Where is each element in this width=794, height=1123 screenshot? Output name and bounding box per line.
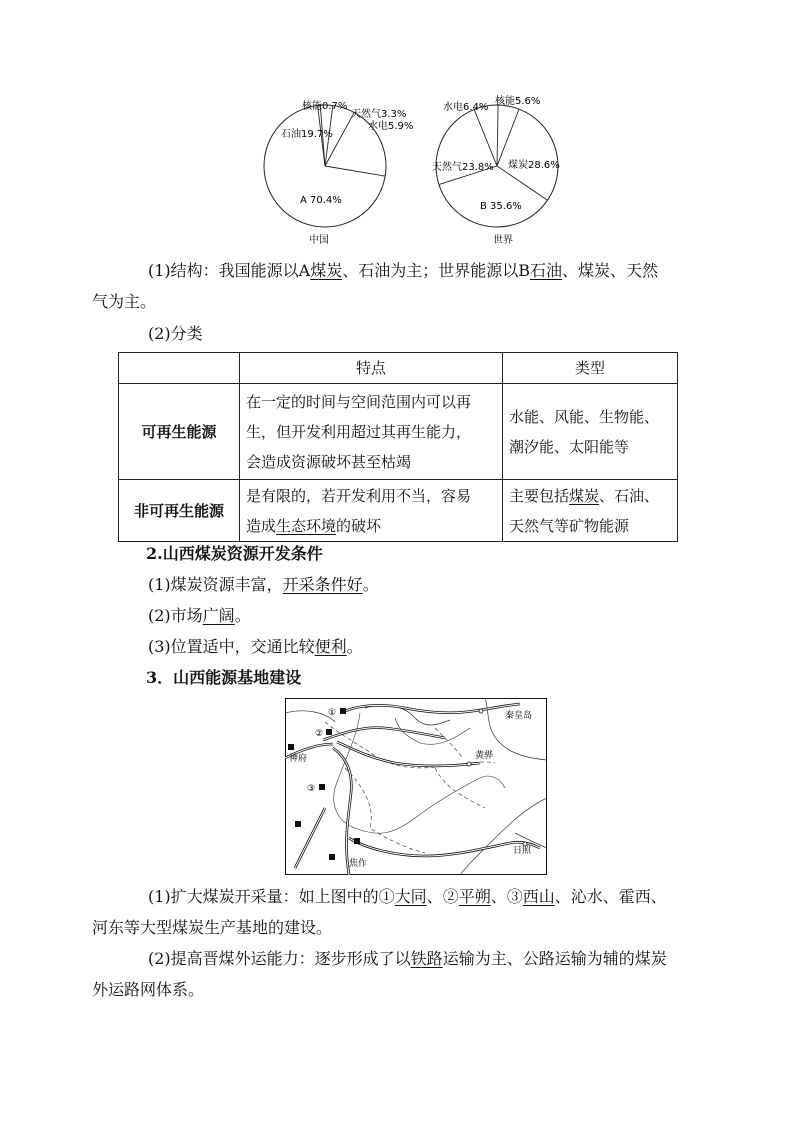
coal-base-marker [326, 729, 332, 735]
type-line: 天然气等矿物能源 [509, 516, 630, 535]
structure-underline-coal: 煤炭 [310, 261, 343, 280]
structure-underline-oil: 石油 [530, 261, 563, 280]
coal-base-marker [295, 821, 301, 827]
pie-china-label-oil: 石油19.7% [281, 129, 333, 140]
item-text: 运输为主、公路运输为辅的煤炭 [442, 949, 667, 968]
item-text: 、沁水、霍西、 [554, 887, 667, 906]
row-feature-renewable [240, 384, 503, 480]
section2-item2 [120, 600, 680, 631]
underline-railway: 铁路 [410, 949, 443, 968]
section2-item3 [120, 631, 680, 662]
coal-base-marker [319, 784, 325, 790]
map-label-base3: ③ [307, 784, 316, 794]
feature-underline-ecology: 生态环境 [276, 516, 337, 535]
feature-text: 的破坏 [336, 516, 382, 535]
classification-heading: (2)分类 [148, 324, 203, 343]
map-label-shenfu: 神府 [289, 754, 308, 764]
feature-line: 生，但开发利用超过其再生能力， [246, 422, 472, 441]
underline-datong: 大同 [394, 887, 427, 906]
pie-china-label-a: A 70.4% [300, 195, 342, 206]
type-underline-coal: 煤炭 [569, 486, 600, 505]
feature-line [246, 511, 496, 541]
structure-paragraph [92, 255, 680, 317]
item-underline: 开采条件好 [282, 575, 363, 594]
coal-base-marker [340, 708, 346, 714]
underline-xishan: 西山 [522, 887, 555, 906]
table-header-empty [119, 353, 240, 384]
row-type-nonrenewable [503, 480, 678, 542]
feature-line: 会造成资源破坏甚至枯竭 [246, 452, 412, 471]
underline-pingshuo: 平朔 [458, 887, 491, 906]
structure-text-1: (1)结构：我国能源以A [148, 261, 311, 280]
coal-base-marker [329, 854, 335, 860]
pie-world-label-nuclear: 核能5.6% [495, 96, 541, 107]
row-type-renewable [503, 384, 678, 480]
map-label-qinhuangdao: 秦皇岛 [505, 711, 533, 721]
pie-world-label-hydro: 水电6.4% [443, 102, 489, 113]
feature-line: 在一定的时间与空间范围内可以再 [246, 392, 472, 411]
table-header-row [119, 353, 678, 384]
map-label-rizhao: 日照 [513, 846, 532, 856]
table-row [119, 480, 678, 542]
item-text: 。 [346, 637, 363, 656]
map-label-base1: ① [328, 708, 337, 718]
table-row [119, 384, 678, 480]
type-text: 主要包括 [509, 486, 570, 505]
energy-pie-charts [250, 88, 570, 250]
item-text: 。 [362, 575, 379, 594]
section2-title: 2.山西煤炭资源开发条件 [146, 544, 323, 563]
energy-classification-table [118, 352, 678, 542]
pie-china-label-gas: 天然气3.3% [351, 109, 407, 120]
section3-title: 3．山西能源基地建设 [146, 668, 302, 687]
pie-world-label-gas: 天然气23.8% [432, 162, 494, 173]
item-underline: 便利 [314, 637, 347, 656]
feature-text: 造成 [246, 516, 277, 535]
item-text: 外运路网体系。 [92, 980, 205, 999]
city-marker-huanghua [467, 762, 471, 766]
type-line [509, 481, 671, 511]
pie-china-label-hydro: 水电5.9% [368, 121, 414, 132]
item-text: 、② [426, 887, 459, 906]
item-text: (1)煤炭资源丰富， [148, 575, 283, 594]
row-name-renewable: 可再生能源 [119, 384, 240, 480]
item-text: (1)扩大煤炭开采量：如上图中的① [148, 887, 395, 906]
map-label-base2: ② [315, 729, 324, 739]
map-label-huanghua: 黄骅 [475, 751, 494, 761]
item-text: 、③ [490, 887, 523, 906]
pie-china-caption: 中国 [309, 235, 329, 246]
table-header-feature: 特点 [240, 353, 503, 384]
item-text: 。 [234, 606, 251, 625]
row-feature-nonrenewable [240, 480, 503, 542]
item-text: (3)位置适中，交通比较 [148, 637, 315, 656]
feature-line: 是有限的，若开发利用不当，容易 [246, 486, 472, 505]
structure-text-3: 、煤炭、天然 [562, 261, 659, 280]
pie-china-label-nuclear: 核能0.7% [302, 101, 348, 112]
expand-mining-paragraph [92, 881, 680, 943]
type-text: 、石油、 [599, 486, 660, 505]
pie-world-caption: 世界 [493, 235, 513, 246]
structure-text-2: 、石油为主；世界能源以B [342, 261, 531, 280]
structure-text-4: 气为主。 [92, 292, 157, 311]
pie-world-label-coal: 煤炭28.6% [508, 160, 560, 171]
type-line: 水能、风能、生物能、 [509, 407, 660, 426]
map-label-jiaozuo: 焦作 [349, 859, 368, 869]
item-text: (2)市场 [148, 606, 203, 625]
item-underline: 广阔 [202, 606, 235, 625]
type-line: 潮汐能、太阳能等 [509, 437, 630, 456]
item-text: (2)提高晋煤外运能力：逐步形成了以 [148, 949, 411, 968]
section2-item1 [120, 569, 680, 600]
pie-world-label-b: B 35.6% [480, 201, 522, 212]
city-marker-qinhuangdao [479, 709, 483, 713]
item-text: 河东等大型煤炭生产基地的建设。 [92, 918, 333, 937]
coal-base-marker [354, 838, 360, 844]
row-name-nonrenewable: 非可再生能源 [119, 480, 240, 542]
coal-base-marker [288, 744, 294, 750]
table-header-type: 类型 [503, 353, 678, 384]
shanxi-energy-map [285, 698, 547, 875]
transport-paragraph [92, 943, 680, 1005]
